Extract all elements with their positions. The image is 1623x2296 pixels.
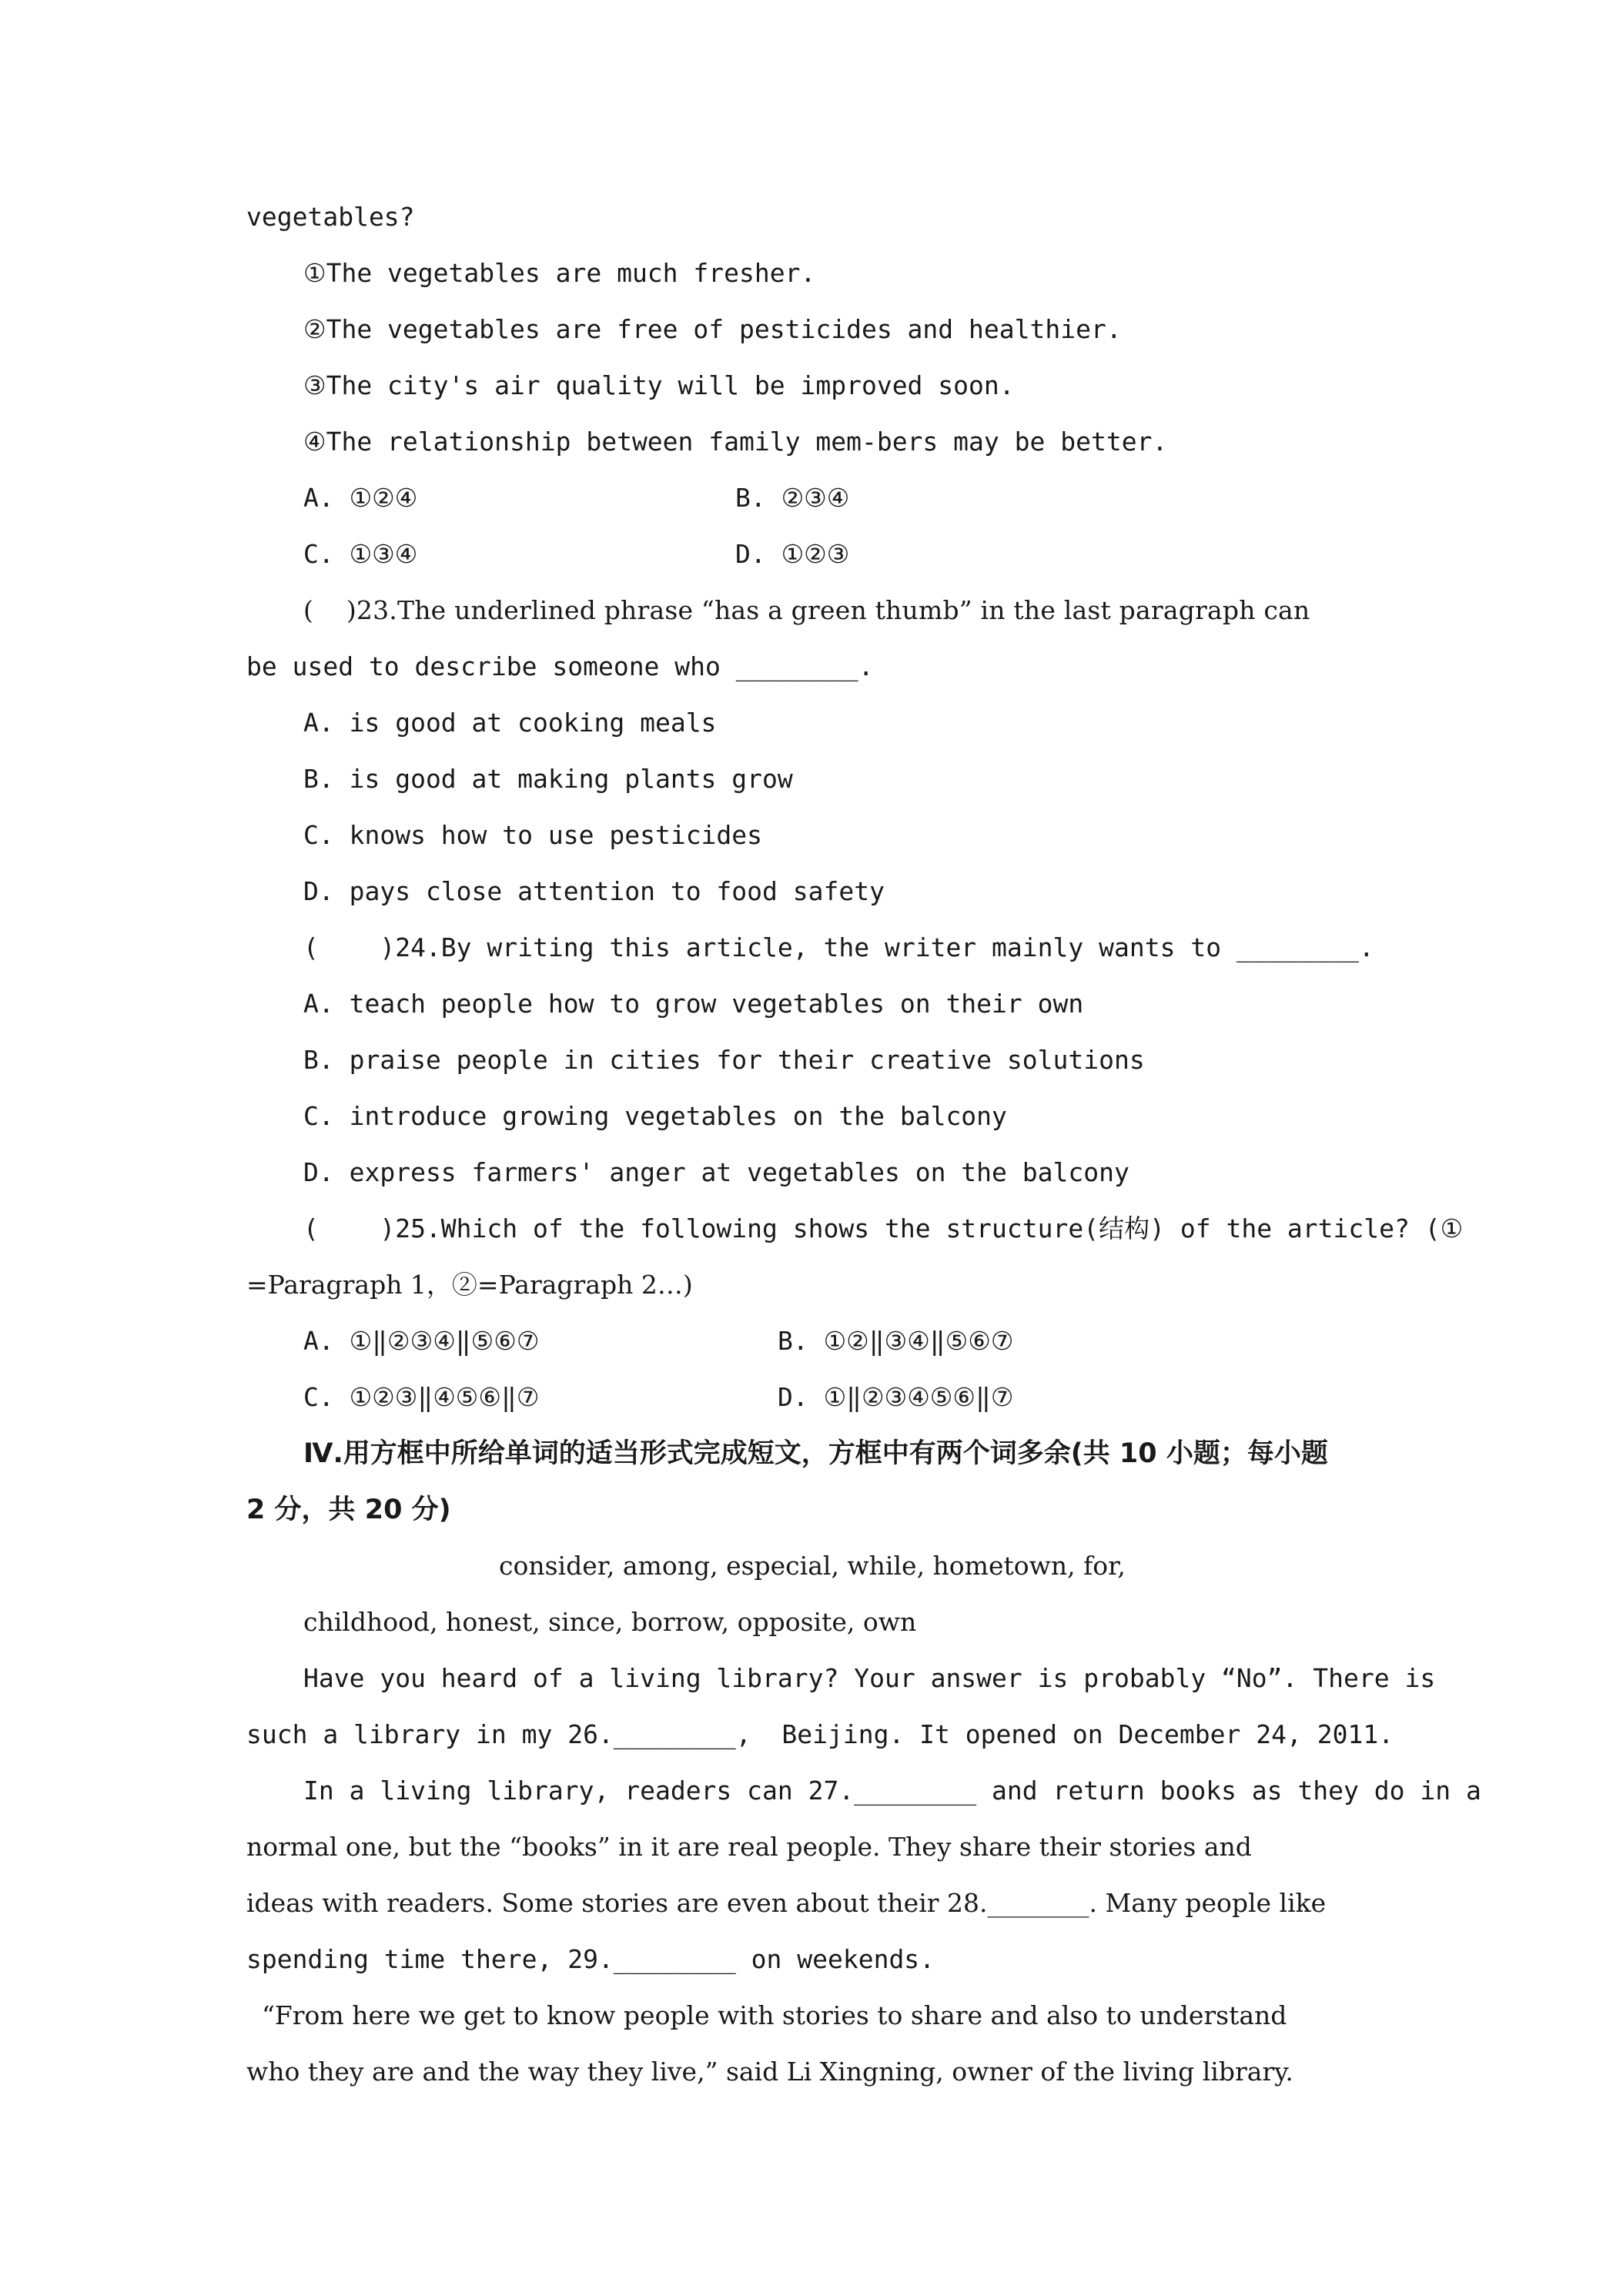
- option-b: B. praise people in cities for their creative solutions: [303, 1045, 1145, 1075]
- option-b: B. ②③④: [735, 483, 850, 513]
- question-25-cont: =Paragraph 1，②=Paragraph 2…): [246, 1270, 693, 1300]
- passage-line: “From here we get to know people with stories to share and also to understand: [262, 2000, 1287, 2030]
- option-a: A. ①②④: [303, 483, 418, 513]
- section-heading: Ⅳ.用方框中所给单词的适当形式完成短文，方框中有两个词多余(共 10 小题；每小题: [303, 1438, 1328, 1469]
- question-25: ( )25.Which of the following shows the structure(结构) of the article? (①: [303, 1213, 1464, 1243]
- option-d: D. express farmers' anger at vegetables on the balcony: [303, 1157, 1129, 1187]
- option-c: C. introduce growing vegetables on the balcony: [303, 1101, 1007, 1131]
- option-b: B. ①②‖③④‖⑤⑥⑦: [778, 1326, 1014, 1356]
- question-23: ( )23.The underlined phrase “has a green thumb” in the last paragraph can: [303, 595, 1310, 625]
- passage-line: spending time there, 29.________ on weekends.: [246, 1944, 935, 1974]
- option-b: B. is good at making plants grow: [303, 764, 793, 794]
- statement-2: ②The vegetables are free of pesticides and healthier.: [303, 314, 1122, 344]
- statement-3: ③The city's air quality will be improved soon.: [303, 370, 1015, 400]
- word-box-line-1: consider, among, especial, while, hometown, for,: [499, 1551, 1126, 1581]
- option-c: C. knows how to use pesticides: [303, 820, 763, 850]
- statement-1: ①The vegetables are much fresher.: [303, 258, 816, 288]
- passage-line: In a living library, readers can 27.________ and return books as they do in a: [303, 1776, 1481, 1806]
- text-line: vegetables?: [246, 202, 415, 232]
- passage-line: normal one, but the “books” in it are real people. They share their stories and: [246, 1832, 1252, 1862]
- passage-line: Have you heard of a living library? Your answer is probably “No”. There is: [303, 1663, 1436, 1693]
- option-c: C. ①③④: [303, 539, 418, 569]
- question-23-cont: be used to describe someone who ________.: [246, 651, 874, 681]
- word-box-line-2: childhood, honest, since, borrow, opposite, own: [303, 1607, 917, 1637]
- question-24: ( )24.By writing this article, the writer mainly wants to ________.: [303, 932, 1374, 962]
- option-d: D. ①②③: [735, 539, 850, 569]
- passage-line: who they are and the way they live,” said Li Xingning, owner of the living library.: [246, 2057, 1293, 2087]
- option-d: D. pays close attention to food safety: [303, 876, 885, 906]
- option-c: C. ①②③‖④⑤⑥‖⑦: [303, 1382, 540, 1412]
- passage-line: such a library in my 26.________, Beijing. It opened on December 24, 2011.: [246, 1719, 1394, 1749]
- passage-line: ideas with readers. Some stories are even about their 28.________. Many people like: [246, 1888, 1327, 1918]
- option-a: A. is good at cooking meals: [303, 708, 717, 738]
- option-a: A. ①‖②③④‖⑤⑥⑦: [303, 1326, 540, 1356]
- option-a: A. teach people how to grow vegetables on their own: [303, 989, 1084, 1019]
- statement-4: ④The relationship between family mem-bers may be better.: [303, 427, 1168, 457]
- option-d: D. ①‖②③④⑤⑥‖⑦: [778, 1382, 1014, 1412]
- section-heading-cont: 2 分，共 20 分): [246, 1494, 451, 1525]
